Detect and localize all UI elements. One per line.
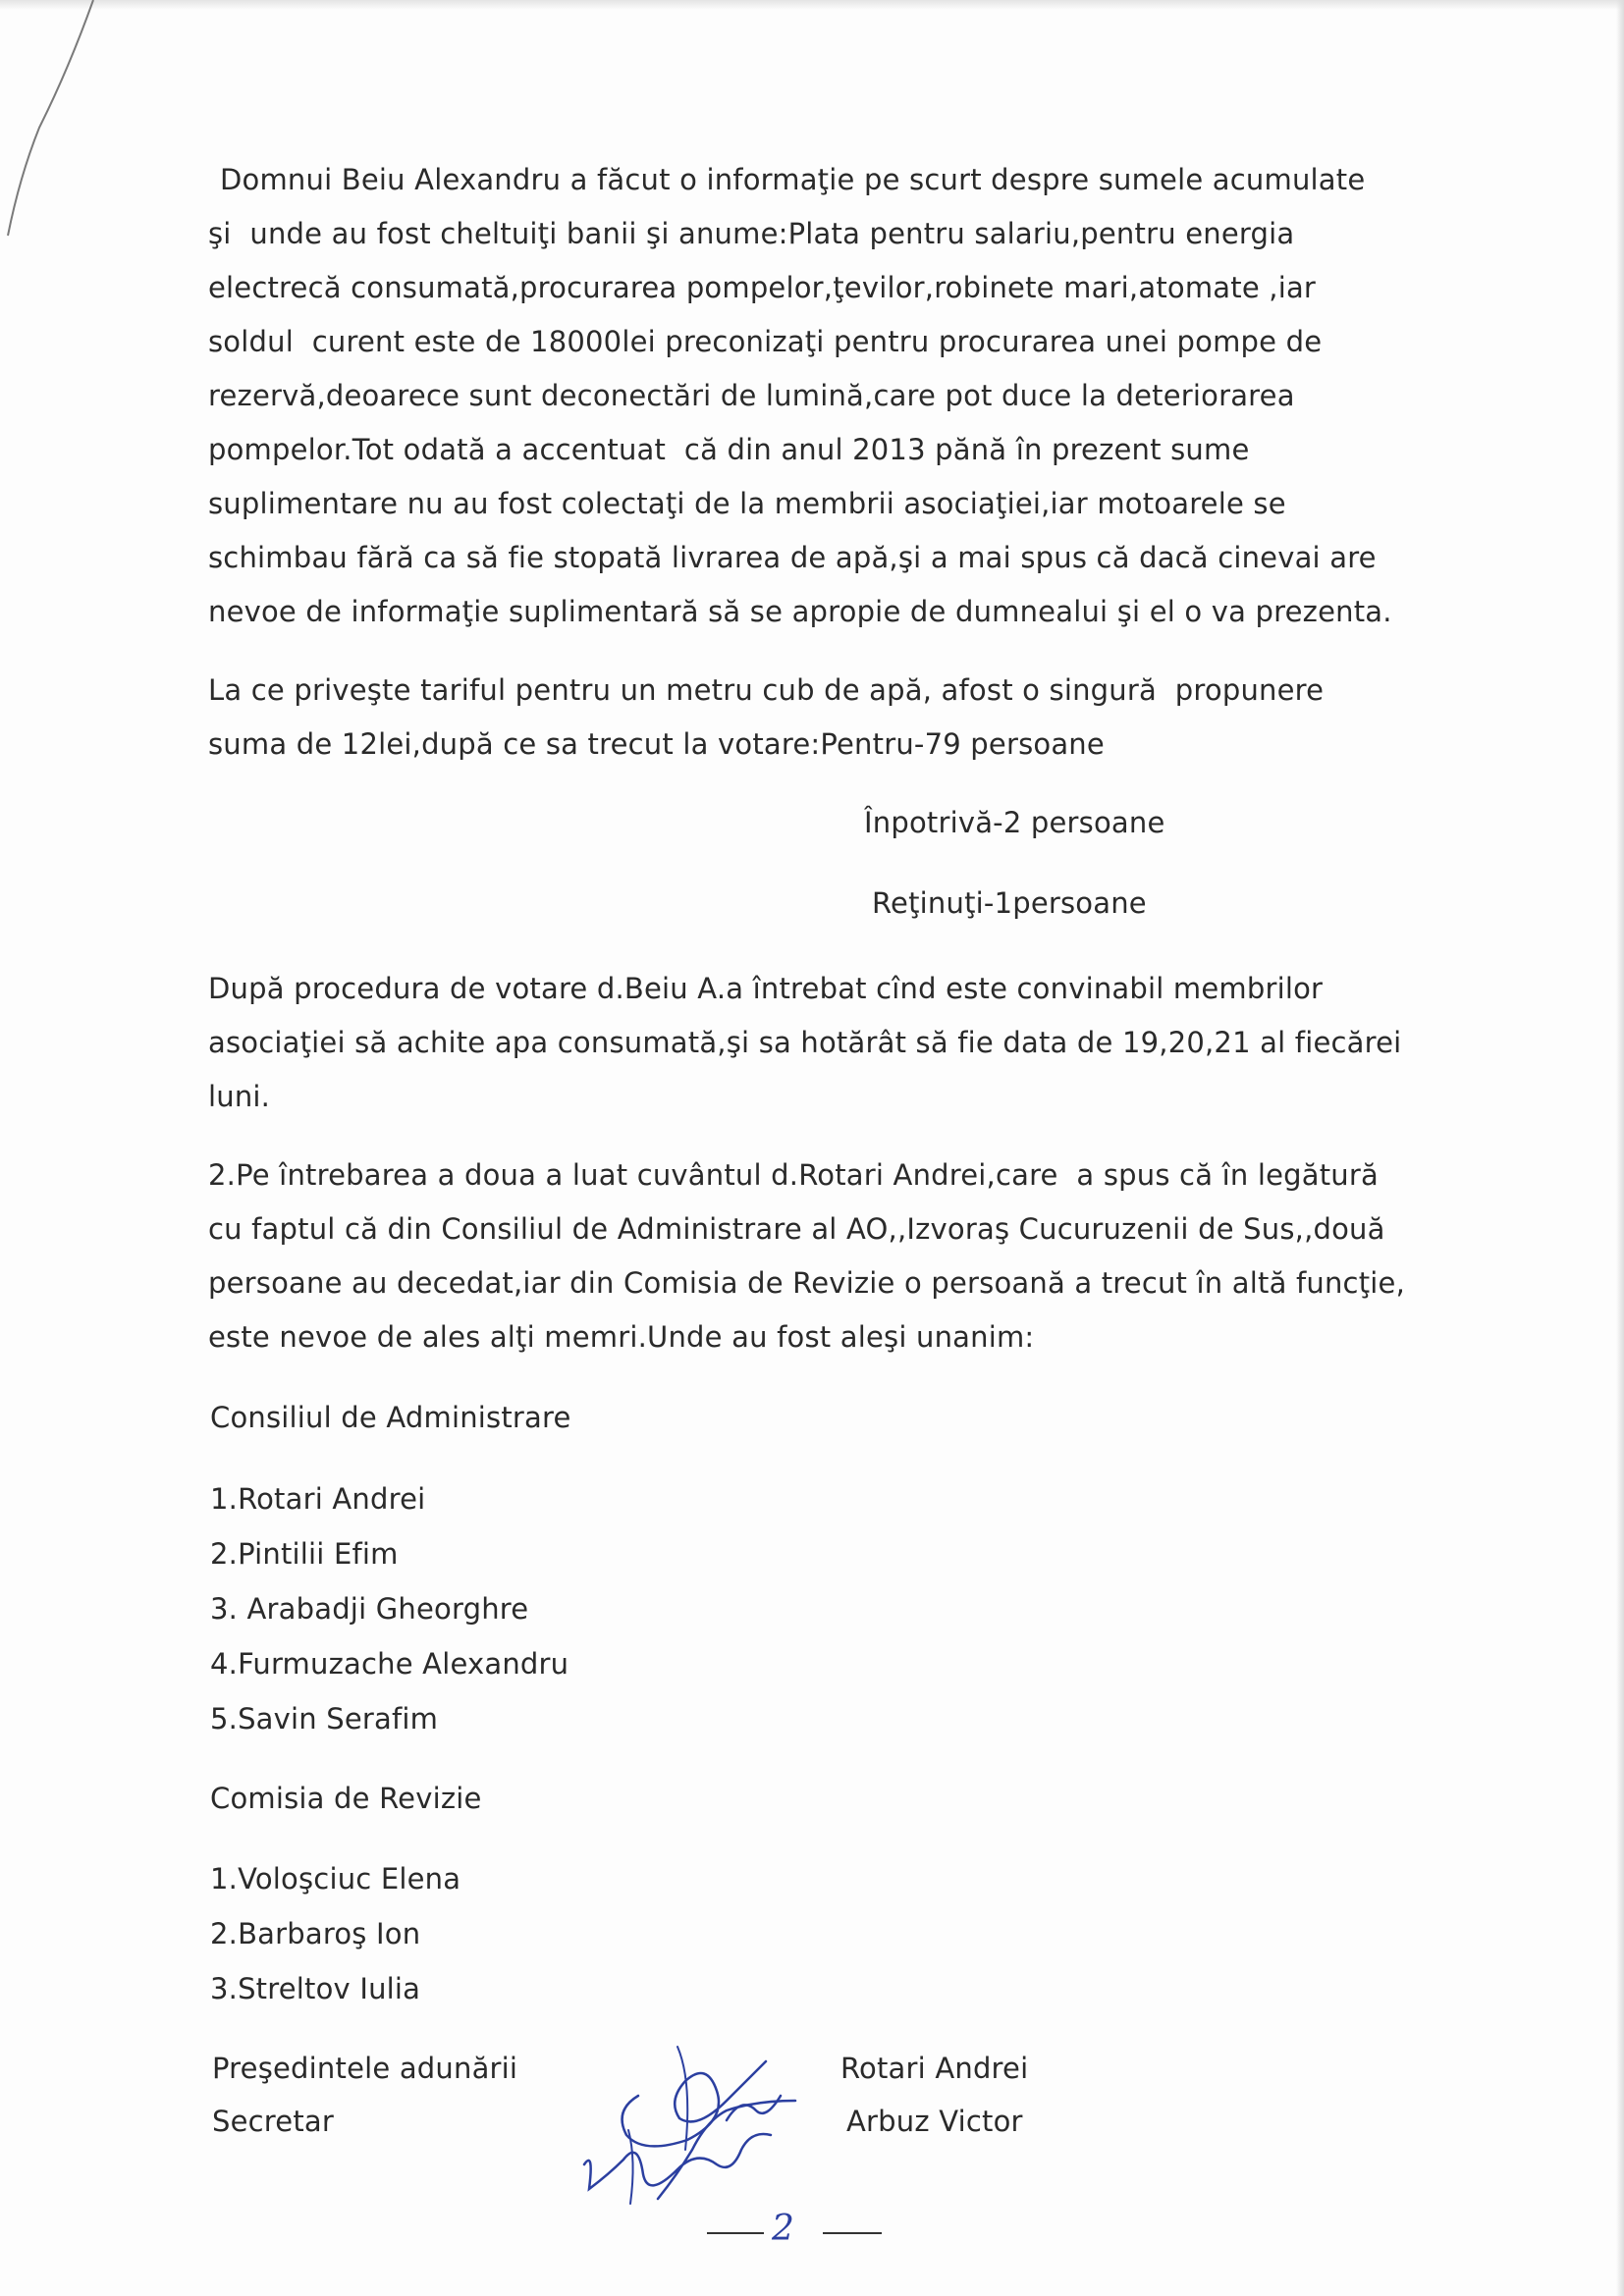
list-item: 1.Voloşciuc Elena [210, 1862, 461, 1896]
scan-shadow-right [1616, 0, 1624, 2296]
secretary-name: Arbuz Victor [846, 2105, 1023, 2138]
vote-against: Înpotrivă-2 persoane [864, 806, 1165, 839]
p1-line-6: pompelor.Tot odată a accentuat că din anul 2013 pănă în prezent sume [208, 433, 1250, 466]
secretary-label: Secretar [212, 2105, 334, 2138]
p4-line-4: este nevoe de ales alţi memri.Unde au fost aleşi unanim: [208, 1320, 1035, 1354]
handwritten-signatures [569, 2002, 844, 2218]
revision-heading: Comisia de Revizie [210, 1782, 482, 1815]
p3-line-1: După procedura de votare d.Beiu A.a întrebat cînd este convinabil membrilor [208, 972, 1324, 1005]
p1-line-1: Domnui Beiu Alexandru a făcut o informaţie pe scurt despre sumele acumulate [220, 163, 1366, 196]
list-item: 2.Pintilii Efim [210, 1537, 399, 1571]
president-name: Rotari Andrei [840, 2052, 1029, 2085]
council-heading: Consiliul de Administrare [210, 1401, 571, 1434]
p2-line-2: suma de 12lei,după ce sa trecut la votare:Pentru-79 persoane [208, 727, 1105, 761]
vote-abstain: Reţinuţi-1persoane [872, 886, 1147, 920]
list-item: 1.Rotari Andrei [210, 1482, 426, 1516]
list-item: 3.Streltov Iulia [210, 1972, 421, 2005]
list-item: 5.Savin Serafim [210, 1702, 439, 1735]
p1-line-2: şi unde au fost cheltuiţi banii şi anume:Plata pentru salariu,pentru energia [208, 217, 1295, 250]
page-number: 2 [772, 2209, 794, 2249]
scan-fold-mark [0, 0, 118, 255]
list-item: 3. Arabadji Gheorghre [210, 1592, 529, 1626]
p1-line-3: electrecă consumată,procurarea pompelor,ţevilor,robinete mari,atomate ,iar [208, 271, 1317, 304]
scan-shadow-top [0, 0, 1624, 10]
p1-line-9: nevoe de informaţie suplimentară să se apropie de dumnealui şi el o va prezenta. [208, 595, 1392, 628]
p1-line-7: suplimentare nu au fost colectaţi de la membrii asociaţiei,iar motoarele se [208, 487, 1286, 520]
p4-line-3: persoane au decedat,iar din Comisia de Revizie o persoană a trecut în altă funcţie, [208, 1266, 1405, 1300]
p3-line-2: asociaţiei să achite apa consumată,şi sa hotărât să fie data de 19,20,21 al fiecărei [208, 1026, 1402, 1059]
page-number-mark [707, 2207, 903, 2256]
p3-line-3: luni. [208, 1080, 271, 1113]
p4-line-1: 2.Pe întrebarea a doua a luat cuvântul d.Rotari Andrei,care a spus că în legătură [208, 1158, 1379, 1192]
p2-line-1: La ce priveşte tariful pentru un metru cub de apă, afost o singură propunere [208, 673, 1325, 707]
list-item: 2.Barbaroş Ion [210, 1917, 421, 1950]
list-item: 4.Furmuzache Alexandru [210, 1647, 569, 1681]
p1-line-4: soldul curent este de 18000lei preconizaţi pentru procurarea unei pompe de [208, 325, 1323, 358]
p1-line-5: rezervă,deoarece sunt deconectări de lumină,care pot duce la deteriorarea [208, 379, 1295, 412]
p4-line-2: cu faptul că din Consiliul de Administrare al AO,,Izvoraş Cucuruzenii de Sus,,două [208, 1212, 1385, 1246]
president-label: Preşedintele adunării [212, 2052, 518, 2085]
p1-line-8: schimbau fără ca să fie stopată livrarea de apă,şi a mai spus că dacă cinevai are [208, 541, 1377, 574]
